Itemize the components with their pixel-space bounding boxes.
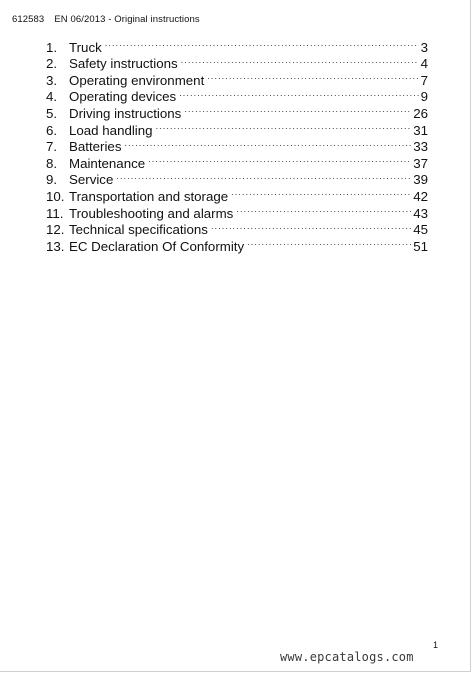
toc-entry-title: Safety instructions bbox=[69, 56, 178, 72]
toc-entry-number: 8. bbox=[46, 155, 58, 171]
toc-entry-page: 31 bbox=[413, 122, 428, 138]
toc-entry-page: 43 bbox=[413, 205, 428, 221]
toc-entry-title: Operating devices bbox=[69, 89, 177, 105]
toc-entry-page: 7 bbox=[420, 72, 428, 88]
toc-dot-leader bbox=[247, 234, 411, 251]
toc-entry-number: 2. bbox=[46, 56, 58, 72]
document-header bbox=[12, 14, 210, 25]
toc-entry-title: EC Declaration Of Conformity bbox=[69, 238, 245, 254]
toc-entry-page: 4 bbox=[420, 56, 428, 72]
toc-entry-number: 10. bbox=[46, 188, 65, 204]
toc-dot-leader bbox=[231, 184, 411, 201]
toc-entry-title: Truck bbox=[69, 39, 102, 55]
toc-dot-leader bbox=[124, 135, 411, 152]
toc-dot-leader bbox=[148, 151, 411, 168]
page-number: 1 bbox=[433, 640, 439, 650]
toc-entry-number: 12. bbox=[46, 222, 65, 238]
toc-entry-number: 1. bbox=[46, 39, 58, 55]
toc-entry-number: 3. bbox=[46, 72, 58, 88]
watermark-url[interactable]: www.epcatalogs.com bbox=[280, 650, 414, 664]
toc-dot-leader bbox=[156, 118, 412, 135]
toc-entry-page: 42 bbox=[413, 188, 428, 204]
toc-dot-leader bbox=[181, 52, 419, 69]
toc-entry-title: Troubleshooting and alarms bbox=[69, 205, 234, 221]
toc-dot-leader bbox=[184, 101, 411, 118]
toc-entry-number: 11. bbox=[46, 205, 64, 221]
edition-label: EN 06/2013 - Original instructions bbox=[54, 14, 200, 25]
document-number: 612583 bbox=[12, 14, 45, 25]
toc-dot-leader bbox=[116, 168, 411, 185]
toc-entry-number: 13. bbox=[46, 238, 65, 254]
toc-entry-number: 7. bbox=[46, 139, 58, 155]
toc-dot-leader bbox=[179, 85, 418, 102]
toc-entry-number: 6. bbox=[46, 122, 58, 138]
toc-entry-number: 4. bbox=[46, 89, 58, 105]
toc-entry-page: 26 bbox=[413, 105, 428, 121]
toc-entry-page: 45 bbox=[413, 222, 428, 238]
toc-entry-title: Maintenance bbox=[69, 155, 146, 171]
toc-entry-title: Batteries bbox=[69, 139, 122, 155]
toc-entry-page: 37 bbox=[413, 155, 428, 171]
toc-entry[interactable] bbox=[46, 35, 428, 55]
toc-dot-leader bbox=[105, 35, 419, 52]
toc-entry-title: Load handling bbox=[69, 122, 153, 138]
toc-entry-title: Transportation and storage bbox=[69, 188, 229, 204]
toc-entry-page: 9 bbox=[420, 89, 428, 105]
toc-entry-page: 33 bbox=[413, 139, 428, 155]
toc-entry-title: Operating environment bbox=[69, 72, 205, 88]
toc-entry-page: 51 bbox=[413, 238, 428, 254]
toc-entry-page: 3 bbox=[420, 39, 428, 55]
toc-dot-leader bbox=[211, 218, 411, 235]
toc-entry-page: 39 bbox=[413, 172, 428, 188]
toc-entry-number: 5. bbox=[46, 105, 58, 121]
toc-entry-number: 9. bbox=[46, 172, 58, 188]
toc-entry-title: Technical specifications bbox=[69, 222, 208, 238]
toc-dot-leader bbox=[236, 201, 411, 218]
toc-entry-title: Driving instructions bbox=[69, 105, 182, 121]
toc-entry-title: Service bbox=[69, 172, 114, 188]
toc-dot-leader bbox=[207, 68, 418, 85]
table-of-contents bbox=[46, 35, 428, 254]
